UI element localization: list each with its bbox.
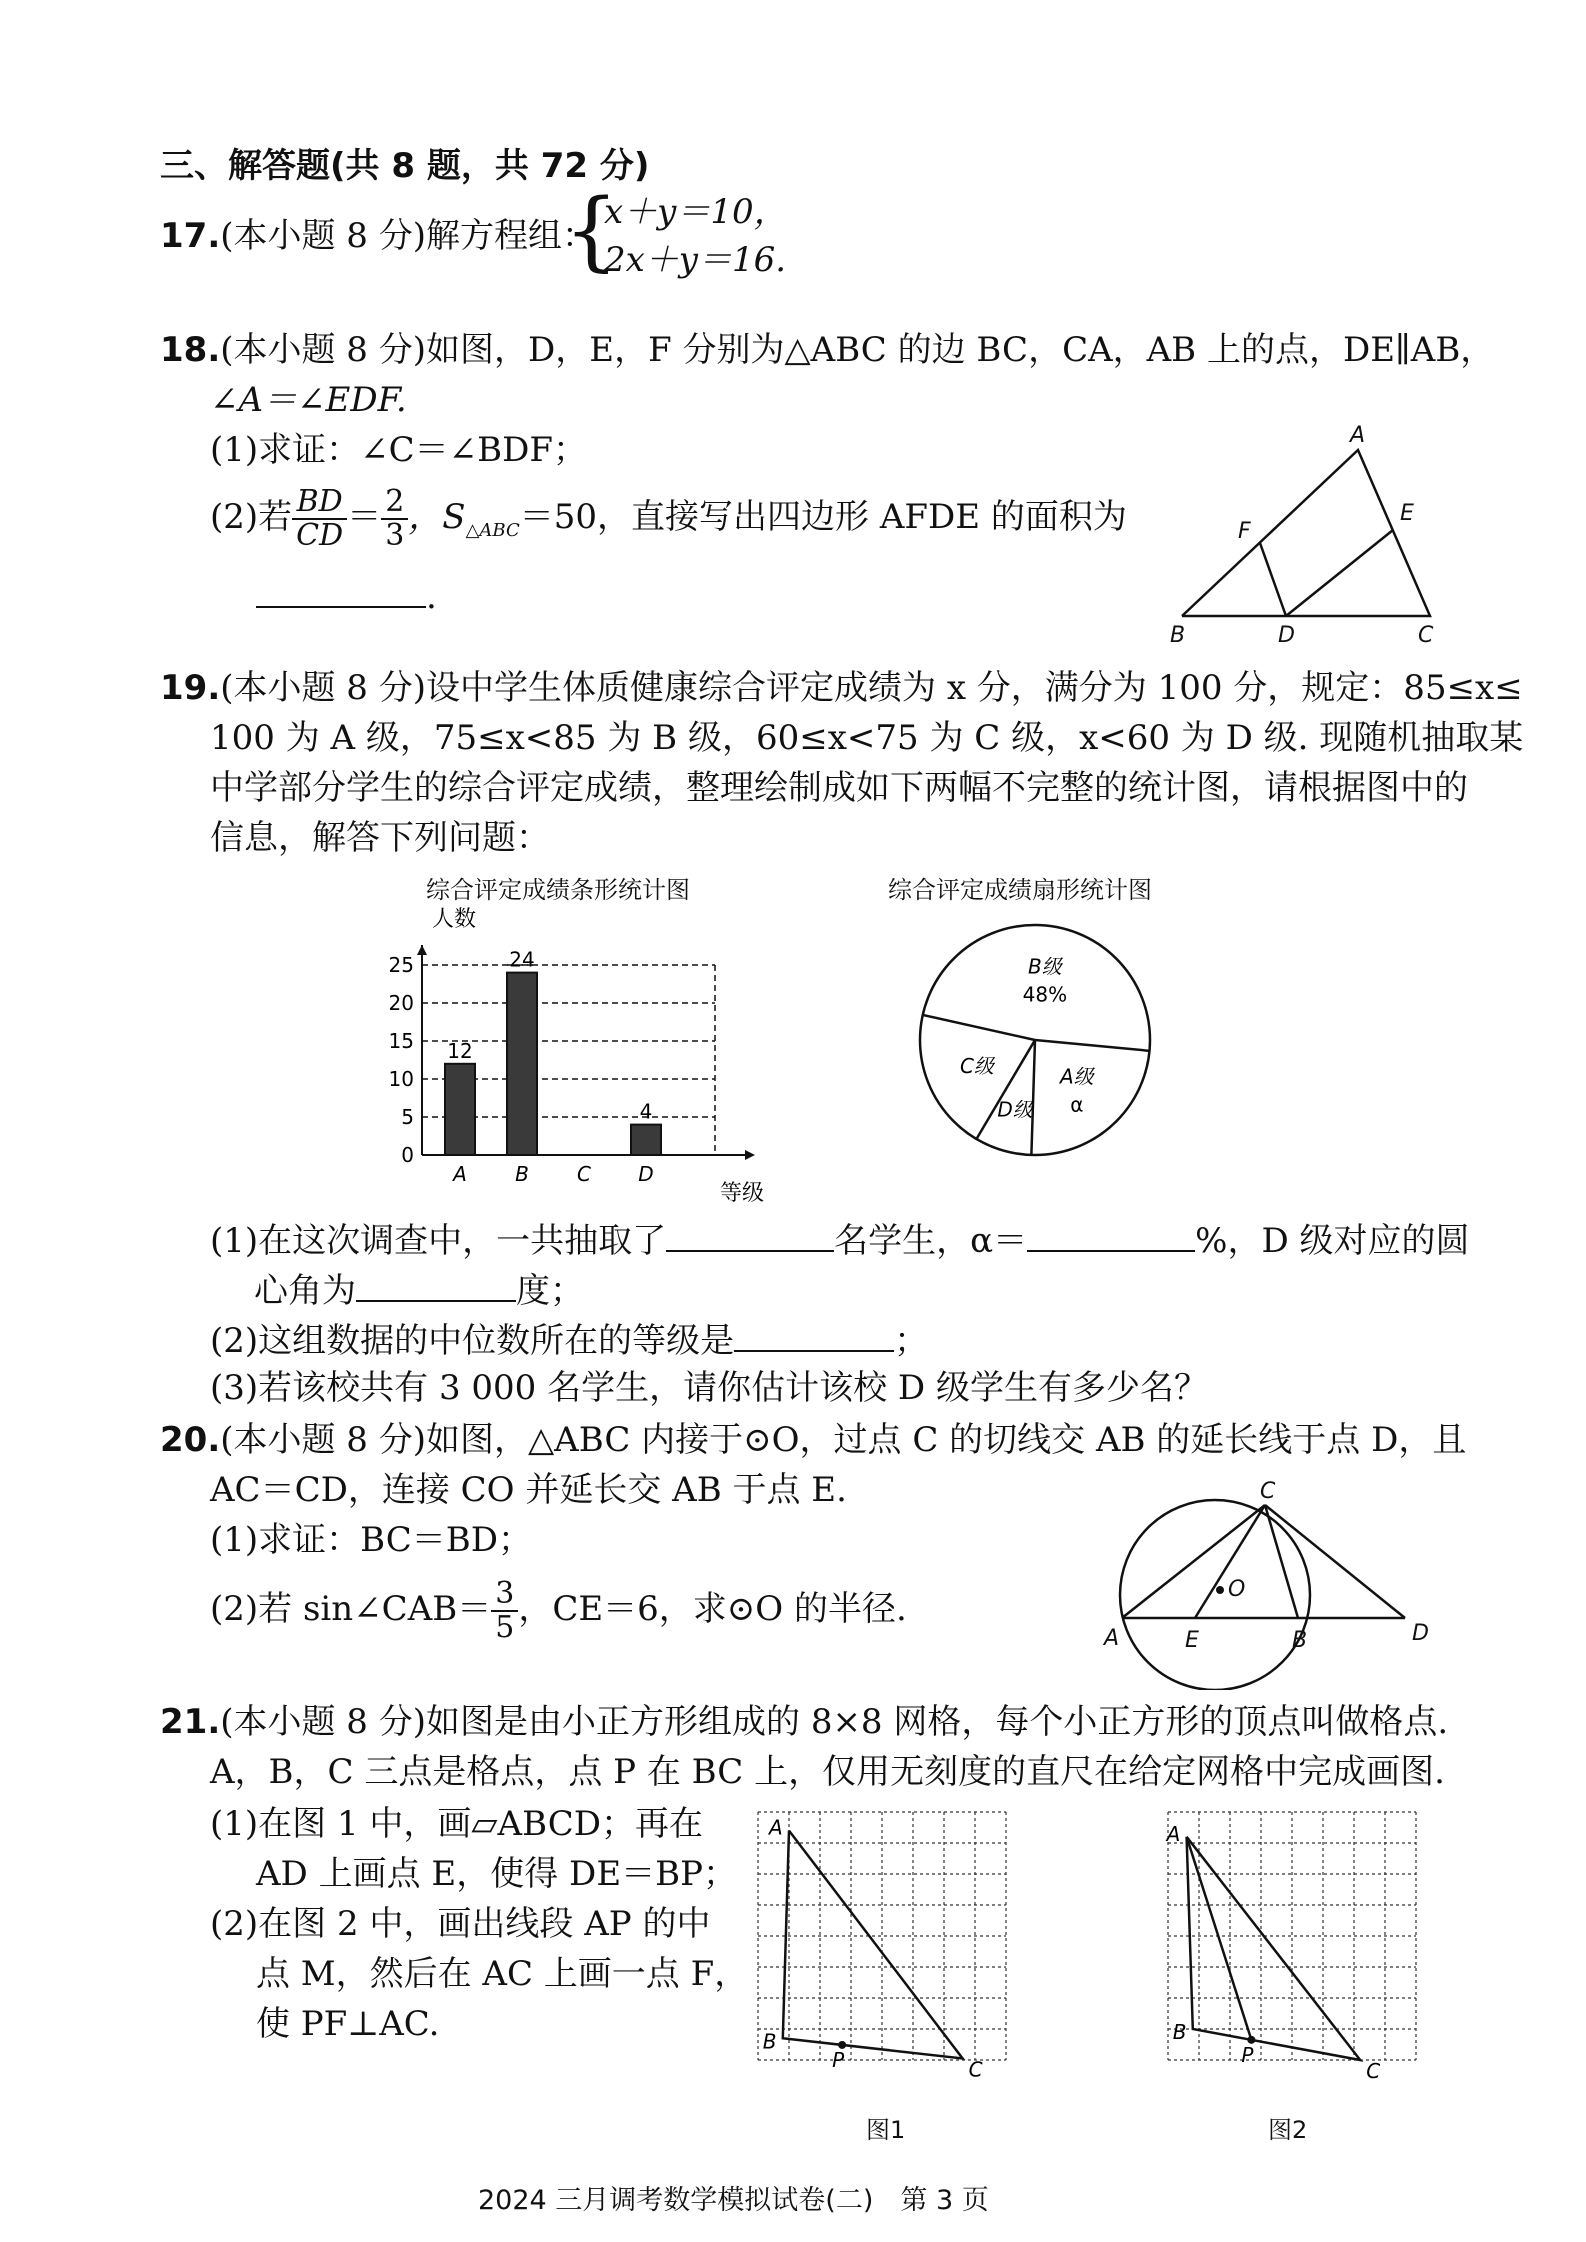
part2-b: ；	[894, 1321, 929, 1361]
pie-chart	[910, 905, 1160, 1175]
label-b: B	[1172, 2020, 1187, 2044]
question-19-line3: 中学部分学生的综合评定成绩，整理绘制成如下两幅不完整的统计图，请根据图中的	[210, 768, 1468, 808]
fraction-two-thirds	[381, 486, 408, 552]
blank-line[interactable]	[256, 572, 426, 608]
question-20-line2: AC＝CD，连接 CO 并延长交 AB 于点 E.	[210, 1470, 847, 1510]
blank-median-grade[interactable]	[734, 1316, 894, 1352]
label-b: B	[762, 2029, 777, 2054]
x-axis-label: 等级	[720, 1181, 765, 1206]
label-f: F	[1238, 519, 1251, 544]
part2-prefix: (2)若	[210, 497, 293, 537]
part1-b: 名学生，α＝	[834, 1221, 1028, 1261]
slice-label: A级	[1059, 1064, 1094, 1089]
segment-fd	[1260, 543, 1286, 616]
part2-prefix: (2)若 sin∠CAB＝	[210, 1589, 492, 1629]
question-18-part1: (1)求证：∠C＝∠BDF；	[210, 430, 587, 470]
grid-figure-1-caption: 图1	[866, 2116, 906, 2144]
bar-chart-title: 综合评定成绩条形统计图	[426, 876, 690, 904]
part1-d: 心角为	[254, 1271, 356, 1311]
bar-value-label: 12	[447, 1038, 473, 1063]
question-21-part1a: (1)在图 1 中，画▱ABCD；再在	[210, 1804, 703, 1844]
page-footer: 2024 三月调考数学模拟试卷(二) 第 3 页	[478, 2185, 989, 2216]
y-tick-label: 15	[388, 1029, 414, 1053]
label-a: A	[769, 1815, 783, 1840]
part1-a: (1)在这次调查中，一共抽取了	[210, 1221, 667, 1261]
equation-1: x＋y＝10，	[604, 192, 788, 232]
circle-figure-20	[1100, 1480, 1450, 1690]
label-a: A	[1104, 1626, 1120, 1651]
x-tick-label: C	[577, 1162, 591, 1186]
label-b: B	[1292, 1628, 1308, 1653]
equals-sign: ＝	[347, 497, 382, 537]
y-axis-label: 人数	[432, 907, 477, 932]
question-20-text: (本小题 8 分)如图，△ABC 内接于⊙O，过点 C 的切线交 AB 的延长线于点 D，且	[220, 1420, 1467, 1460]
part2-post: ，CE＝6，求⊙O 的半径.	[518, 1589, 907, 1629]
question-21-text: (本小题 8 分)如图是由小正方形组成的 8×8 网格，每个小正方形的顶点叫做格点.	[220, 1702, 1449, 1742]
bar	[445, 1064, 475, 1155]
fraction-denominator: CD	[296, 518, 344, 553]
slice-label: B级	[1028, 954, 1062, 979]
part1-c: %，D 级对应的圆	[1195, 1221, 1470, 1261]
blank-central-angle[interactable]	[356, 1266, 516, 1302]
section-title: 三、解答题(共 8 题，共 72 分)	[160, 146, 650, 186]
circle-o	[1120, 1500, 1310, 1690]
question-number: 19.	[160, 668, 221, 708]
equation-brace: {	[564, 181, 619, 281]
slice-value-label: 48%	[1022, 982, 1068, 1007]
fraction-numerator: 2	[381, 486, 408, 520]
question-17	[160, 214, 596, 258]
question-18-line2: ∠A＝∠EDF.	[210, 380, 407, 420]
y-tick-label: 0	[401, 1143, 414, 1167]
bar-value-label: 4	[639, 1099, 653, 1124]
label-c: C	[968, 2057, 983, 2082]
label-d: D	[1412, 1621, 1429, 1646]
grid-figure-1	[730, 1800, 1060, 2110]
segment-ap	[1187, 1837, 1252, 2040]
area-symbol: ，S	[408, 497, 466, 537]
question-21-part2a: (2)在图 2 中，画出线段 AP 的中	[210, 1904, 711, 1944]
label-p: P	[1241, 2042, 1254, 2067]
question-21-part2c: 使 PF⊥AC.	[256, 2004, 440, 2044]
pie-chart-title: 综合评定成绩扇形统计图	[888, 876, 1152, 904]
segment-cd	[1265, 1505, 1405, 1618]
question-19-part3: (3)若该校共有 3 000 名学生，请你估计该校 D 级学生有多少名？	[210, 1368, 1208, 1408]
question-19-text: (本小题 8 分)设中学生体质健康综合评定成绩为 x 分，满分为 100 分，规定：85≤x≤	[220, 668, 1523, 708]
slice-value-label: α	[1070, 1092, 1084, 1117]
question-number: 17.	[160, 216, 221, 256]
period: .	[426, 577, 437, 617]
segment-cb	[1265, 1505, 1298, 1618]
question-18-line1	[160, 328, 1494, 372]
blank-alpha[interactable]	[1027, 1216, 1195, 1252]
equation-2: 2x＋y＝16.	[604, 240, 787, 280]
label-c: C	[1366, 2059, 1381, 2083]
question-19-part1	[210, 1216, 1470, 1263]
blank-total-students[interactable]	[666, 1216, 834, 1252]
x-tick-label: B	[515, 1162, 529, 1186]
grid-figure-2-caption: 图2	[1268, 2116, 1308, 2144]
y-axis-arrow	[417, 945, 427, 955]
fraction-denominator: 5	[495, 1610, 515, 1645]
bar-value-label: 24	[509, 947, 535, 972]
label-c: C	[1418, 623, 1434, 645]
slice-label: C级	[959, 1054, 994, 1079]
question-19-line2: 100 为 A 级，75≤x<85 为 B 级，60≤x<75 为 C 级，x<60 为 D 级. 现随机抽取某	[210, 718, 1524, 758]
question-18-text: (本小题 8 分)如图，D，E，F 分别为△ABC 的边 BC，CA，AB 上的点，DE∥AB，	[220, 330, 1495, 370]
part1-e: 度；	[516, 1271, 584, 1311]
question-21-line1	[160, 1700, 1448, 1744]
label-o: O	[1228, 1577, 1246, 1602]
question-19-part1-cont	[254, 1266, 584, 1313]
label-a: A	[1166, 1821, 1181, 1846]
question-21-part2b: 点 M，然后在 AC 上画一点 F，	[256, 1954, 749, 1994]
question-20-line1	[160, 1418, 1466, 1462]
fraction-numerator: 3	[491, 1578, 518, 1612]
bar-chart	[380, 900, 800, 1210]
part2-rest: ＝50，直接写出四边形 AFDE 的面积为	[519, 497, 1127, 537]
label-e: E	[1185, 1628, 1199, 1653]
label-e: E	[1400, 501, 1414, 526]
y-tick-label: 20	[388, 991, 414, 1015]
x-axis-arrow	[745, 1150, 755, 1160]
question-18-part2	[210, 486, 1127, 553]
question-number: 20.	[160, 1420, 221, 1460]
answer-blank-18[interactable]	[256, 572, 437, 619]
x-tick-label: D	[638, 1162, 654, 1186]
fraction-three-fifths	[491, 1578, 518, 1644]
slice-divider	[1035, 1040, 1149, 1051]
x-tick-label: A	[453, 1162, 467, 1186]
question-17-lead: (本小题 8 分)解方程组：	[220, 216, 597, 256]
center-point-o	[1216, 1586, 1224, 1594]
label-b: B	[1170, 623, 1186, 645]
label-d: D	[1278, 623, 1295, 645]
question-number: 21.	[160, 1702, 221, 1742]
segment-de	[1286, 530, 1393, 616]
question-19-line1	[160, 666, 1523, 710]
triangle-abc	[1182, 450, 1430, 616]
question-19-part2	[210, 1316, 928, 1363]
bar	[631, 1125, 661, 1155]
question-20-part1: (1)求证：BC＝BD；	[210, 1520, 533, 1560]
y-tick-label: 5	[401, 1105, 414, 1129]
area-subscript: △ABC	[465, 519, 520, 541]
triangle-abc	[1187, 1837, 1361, 2060]
triangle-figure-18	[1160, 420, 1450, 645]
bar	[507, 973, 537, 1155]
y-tick-label: 25	[388, 953, 414, 977]
fraction-numerator: BD	[292, 486, 347, 520]
fraction-bd-cd	[292, 486, 347, 552]
grid-figure-2	[1140, 1800, 1470, 2110]
question-19-line4: 信息，解答下列问题：	[210, 818, 550, 858]
y-tick-label: 10	[388, 1067, 414, 1091]
triangle-abc	[783, 1831, 963, 2059]
label-c: C	[1260, 1480, 1276, 1504]
label-a: A	[1350, 423, 1366, 448]
question-21-line2: A，B，C 三点是格点，点 P 在 BC 上，仅用无刻度的直尺在给定网格中完成画图.	[210, 1752, 1445, 1792]
question-21-part1b: AD 上画点 E，使得 DE＝BP；	[256, 1854, 737, 1894]
slice-divider	[923, 1015, 1035, 1040]
part2-a: (2)这组数据的中位数所在的等级是	[210, 1321, 735, 1361]
label-p: P	[832, 2047, 845, 2072]
question-20-part2	[210, 1578, 907, 1644]
question-number: 18.	[160, 330, 221, 370]
slice-label: D级	[997, 1097, 1033, 1122]
fraction-denominator: 3	[385, 518, 405, 553]
